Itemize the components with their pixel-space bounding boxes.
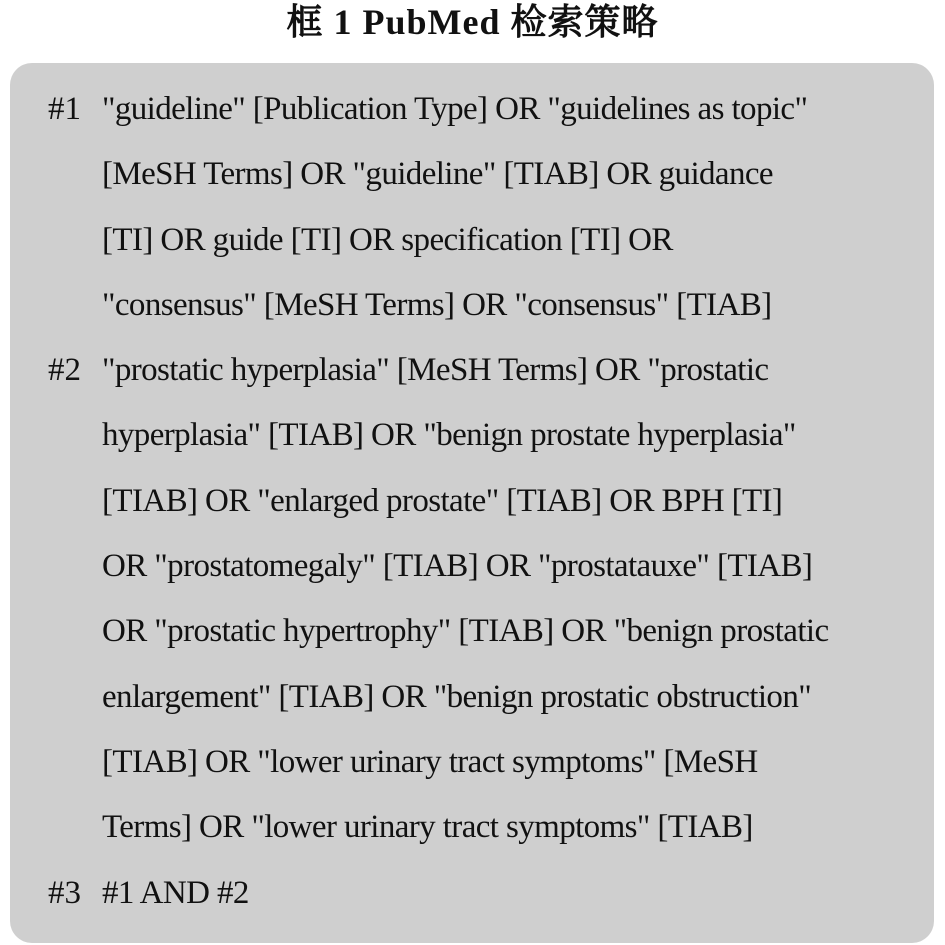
search-entry-1 [48,77,894,338]
query-line: #1 AND #2 [102,874,249,911]
search-strategy-box [10,63,934,943]
query-line: hyperplasia" [TIAB] OR "benign prostate hyperplasia" [102,417,796,454]
entry-number: #2 [48,352,81,389]
query-line: Terms] OR "lower urinary tract symptoms" [TIAB] [102,809,753,846]
query-line: [TIAB] OR "lower urinary tract symptoms" [MeSH [102,743,758,780]
query-line: OR "prostatomegaly" [TIAB] OR "prostatauxe" [TIAB] [102,548,813,585]
entry-query [102,861,894,926]
box-title: 框 1 PubMed 检索策略 [286,2,659,42]
query-line: "consensus" [MeSH Terms] OR "consensus" [TIAB] [102,286,772,323]
entry-query [102,338,894,860]
query-line: OR "prostatic hypertrophy" [TIAB] OR "benign prostatic [102,613,829,650]
query-line: [TI] OR guide [TI] OR specification [TI] OR [102,221,673,258]
search-entry-2 [48,338,894,860]
query-line: [MeSH Terms] OR "guideline" [TIAB] OR guidance [102,156,773,193]
query-line: "guideline" [Publication Type] OR "guidelines as topic" [102,91,808,127]
entry-number: #3 [48,874,81,911]
query-line: "prostatic hyperplasia" [MeSH Terms] OR "prostatic [102,352,769,389]
query-line: [TIAB] OR "enlarged prostate" [TIAB] OR BPH [TI] [102,482,783,519]
entry-number: #1 [48,91,81,127]
search-entry-3 [48,861,894,926]
entry-query [102,77,894,338]
query-line: enlargement" [TIAB] OR "benign prostatic obstruction" [102,678,812,715]
